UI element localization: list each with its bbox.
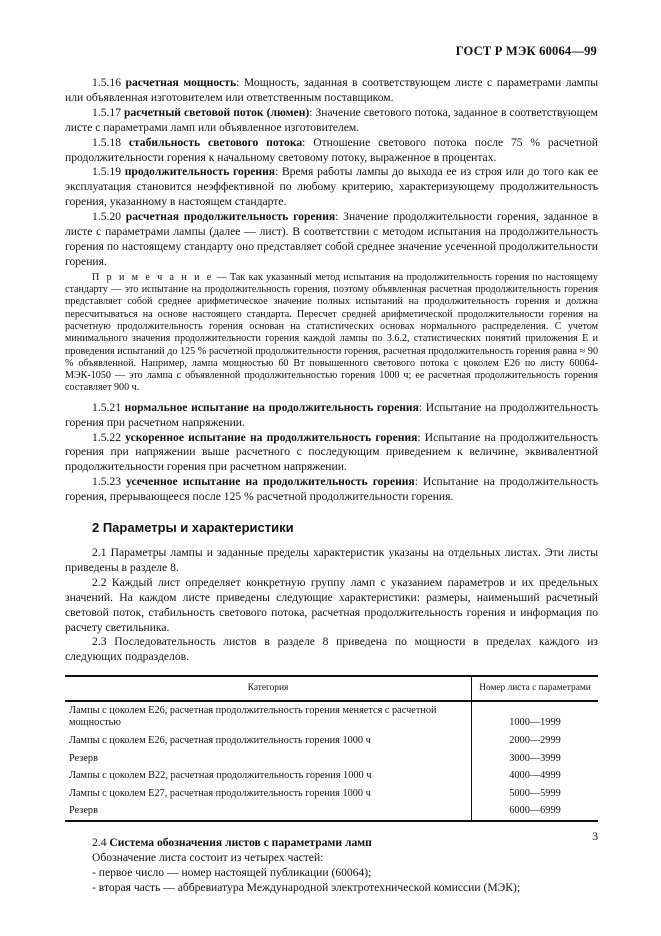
table-cell-sheet-number: 2000—2999 — [509, 735, 561, 747]
table-row — [65, 767, 598, 785]
clause-number: 1.5.21 — [92, 400, 121, 414]
column-header-category: Категория — [65, 676, 472, 701]
table-cell-category: Лампы с цоколем В22, расчетная продолжительность горения 1000 ч — [65, 767, 472, 785]
definition-1-5-18 — [65, 136, 598, 166]
paragraph-2-2: 2.2 Каждый лист определяет конкретную группу ламп с указанием параметров и их предельных значений. На каждом листе приведены следующие характеристики: размеры, наименьший расчетный световой поток, стабильность светового потока, расчетная продолжительность горения и информация по расчету светильника. — [65, 575, 598, 634]
table-header-row — [65, 676, 598, 701]
clause-number: 2.4 — [92, 836, 107, 849]
table-cell-category: Лампы с цоколем Е26, расчетная продолжительность горения меняется с расчетной мощностью — [65, 701, 472, 732]
list-item: - вторая часть — аббревиатура Международной электротехнической комиссии (МЭК); — [92, 880, 521, 894]
table-cell-category: Лампы с цоколем Е26, расчетная продолжительность горения 1000 ч — [65, 732, 472, 750]
table-cell-sheet-number: 6000—6999 — [472, 802, 599, 821]
definition-1-5-16 — [65, 76, 598, 106]
clause-number: 1.5.16 — [92, 76, 121, 89]
definition-text: : Время работы лампы до выхода ее из строя или до того как ее эксплуатация становится неэффективной по любому критерию, характеризующему продолжительность горения, указанному в настоящем стандарте. — [65, 165, 598, 209]
definition-1-5-23 — [65, 475, 598, 505]
section-2-4-title: Система обозначения листов с параметрами ламп — [109, 836, 372, 849]
table-row — [65, 701, 598, 732]
definition-text: : Испытание на продолжительность горения, прерывающееся после 125 % расчетной продолжительности горения. — [65, 475, 598, 504]
section-2-4 — [65, 836, 598, 896]
clause-number: 1.5.20 — [92, 210, 121, 224]
note-text: — Так как указанный метод испытания на продолжительность горения по настоящему стандарту — это испытание на продолжительность горения, поэтому объявленная расчетная продолжительность горения представляет собой среднее арифметическое значение полных испытаний на продолжительность горения и должна пересчитываться на основе настоящего стандарта. Пересчет средней арифметической продолжительности горения на расчетную продолжительность горения основан на статистических основах нормального распределения. С учетом минимального значения продолжительности горения каждой лампы по 3.6.2, статистических понятий приложения Е и проведения испытаний до 125 % расчетной продолжительности горения, расчетная продолжительность горения равна ≈ 90 % объявленной. Например, лампа мощностью 60 Вт повышенного светового потока с цоколем Е26 по листу 60064-МЭК-1050 — это лампа с объявленной продолжительностью горения 1000 ч; ее расчетная продолжительность горения составляет 900 ч. — [65, 271, 598, 394]
list-item: - первое число — номер настоящей публикации (60064); — [92, 865, 372, 879]
section-2-heading: 2 Параметры и характеристики — [92, 520, 294, 536]
term: ускоренное испытание на продолжительность горения — [125, 430, 418, 444]
definition-text: : Значение светового потока, заданное в соответствующем листе с параметрами ламп или объявленное изготовителем. — [65, 105, 598, 134]
clause-number: 1.5.19 — [92, 165, 121, 179]
note-paragraph — [65, 272, 598, 395]
section-2-4-intro: Обозначение листа состоит из четырех частей: — [92, 850, 324, 864]
table-cell-sheet-number: 1000—1999 — [509, 717, 561, 729]
table-row — [65, 750, 598, 768]
table-row — [65, 785, 598, 803]
term: расчетная продолжительность горения — [125, 210, 336, 224]
page-number: 3 — [592, 830, 598, 843]
note-label: П р и м е ч а н и е — [92, 271, 214, 283]
paragraph-2-1: 2.1 Параметры лампы и заданные пределы характеристик указаны на отдельных листах. Эти листы приведены в разделе 8. — [65, 546, 598, 574]
designation-parts-list — [65, 866, 598, 896]
table-cell-sheet-number: 4000—4999 — [509, 770, 561, 782]
term: продолжительность горения — [124, 165, 276, 179]
paragraph-2-3: 2.3 Последовательность листов в разделе 8 приведена по мощности в пределах каждого из следующих подразделов. — [65, 635, 598, 664]
clause-number: 1.5.18 — [92, 135, 121, 149]
definition-1-5-19 — [65, 165, 598, 210]
column-header-sheet-number: Номер листа с параметрами — [472, 676, 599, 701]
term: стабильность светового потока — [128, 135, 303, 149]
definition-text: : Мощность, заданная в соответствующем листе с параметрами лампы или объявленная изготовителем или ответственным поставщиком. — [65, 76, 598, 104]
definition-1-5-17 — [65, 106, 598, 136]
term: нормальное испытание на продолжительность горения — [124, 400, 419, 414]
definition-1-5-20 — [65, 210, 598, 270]
table-cell-category: Лампы с цоколем Е27, расчетная продолжительность горения 1000 ч — [65, 785, 472, 803]
definition-1-5-22 — [65, 431, 598, 476]
definition-text: : Отношение светового потока после 75 % расчетной продолжительности горения к начальному световому потоку, выраженное в процентах. — [65, 135, 598, 164]
page-content — [65, 76, 598, 896]
term: расчетная мощность — [125, 76, 237, 89]
definition-text: : Значение продолжительности горения, заданное в листе с параметрами лампы (далее — лист). В соответствии с методом испытания на продолжительность горения по настоящему стандарту оно представляет собой среднее значение усеченной продолжительности горения. — [65, 210, 598, 268]
table-cell-sheet-number: 5000—5999 — [509, 787, 561, 799]
term: расчетный световой поток (люмен) — [124, 105, 310, 119]
table-cell-category: Резерв — [65, 802, 472, 821]
table-cell-category: Резерв — [65, 750, 472, 768]
section-2-4-heading — [65, 836, 598, 851]
term: усеченное испытание на продолжительность горения — [126, 475, 415, 489]
definition-text: : Испытание на продолжительность горения при расчетном напряжении. — [65, 400, 598, 429]
category-table — [65, 675, 598, 822]
table-row — [65, 732, 598, 750]
standard-code-header: ГОСТ Р МЭК 60064—99 — [455, 44, 597, 58]
definition-text: : Испытание на продолжительность горения при напряжении выше расчетного с последующим приведением к величине, эквивалентной продолжительности горения при расчетном напряжении. — [65, 430, 598, 474]
table-row — [65, 802, 598, 821]
clause-number: 1.5.22 — [92, 430, 121, 444]
clause-number: 1.5.23 — [92, 475, 121, 489]
table-cell-sheet-number: 3000—3999 — [509, 752, 561, 764]
clause-number: 1.5.17 — [92, 105, 121, 119]
definition-1-5-21 — [65, 401, 598, 431]
